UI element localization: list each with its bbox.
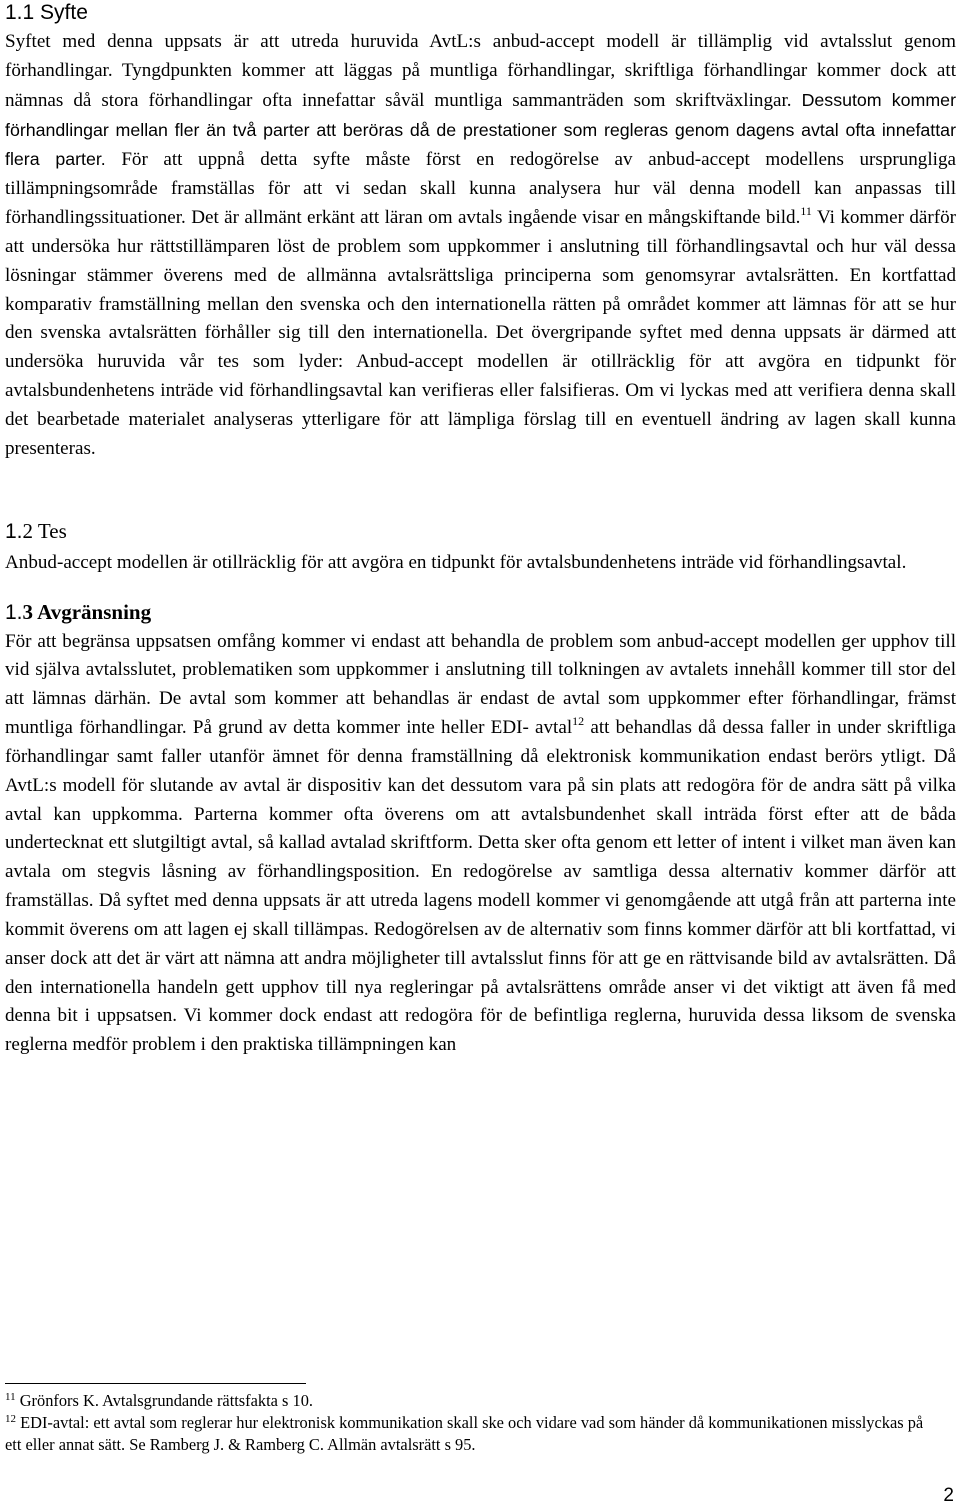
syfte-paragraph bbox=[5, 28, 956, 464]
syfte-text-1: Syftet med denna uppsats är att utreda huruvida AvtL:s anbud-accept modell är tillämplig vid avtalsslut genom förhandlingar. Tyngdpunkten kommer att läggas på muntliga förhandlingar, skriftliga förhandlingar kommer dock att nämnas då stora förhandlingar ofta innefattar såväl muntliga sammanträden som skriftväxlingar. bbox=[5, 31, 956, 111]
footnote-separator bbox=[5, 1383, 306, 1384]
footnotes bbox=[5, 1390, 935, 1456]
footnote-text-11: Grönfors K. Avtalsgrundande rättsfakta s 10. bbox=[19, 1391, 313, 1410]
page-number: 2 bbox=[943, 1485, 954, 1506]
footnote-number-12: 12 bbox=[5, 1413, 16, 1425]
footnote-number-11: 11 bbox=[5, 1391, 16, 1403]
footnote-ref-12[interactable]: 12 bbox=[572, 714, 585, 729]
section-heading-syfte: 1.1 Syfte bbox=[5, 1, 88, 24]
footnote-11 bbox=[5, 1390, 935, 1412]
tes-heading-num: 1. bbox=[5, 519, 23, 543]
section-heading-avgransning bbox=[5, 599, 956, 626]
footnote-12 bbox=[5, 1412, 935, 1456]
syfte-text-3: Vi kommer därför att undersöka hur rättstillämparen löst de problem som uppkommer i anslutning till förhandlingsavtal och hur väl dessa lösningar stämmer överens med de allmänna avtalsrättsliga principerna som genomsyrar avtalsrätten. En kortfattad komparativ framställning mellan den svenska och den internationella rätten på området kommer att lämnas för att se hur den svenska avtalsrätten förhåller sig till den internationella. Det övergripande syftet med denna uppsats är därmed att undersöka huruvida vår tes som lyder: Anbud-accept modellen är otillräcklig för att avgöra en tidpunkt för avtalsbundenhetens inträde vid förhandlingsavtal kan verifieras eller falsifieras. Om vi lyckas med att verifiera denna skall det bearbetade materialet analyseras ytterligare för att lämpliga förslag till en eventuell ändring av lagen skall kunna presenteras. bbox=[5, 207, 956, 459]
avgransning-text-1: För att begränsa uppsatsen omfång kommer vi endast att behandla de problem som anbud-accept modellen ger upphov till vid själva avtalsslutet, problematiken som uppkommer i anslutning till tolkningen av avtalets innehåll kommer till stor del att lämnas därhän. De avtal som kommer att behandlas är endast de avtal som uppkommer efter förhandlingar, främst muntliga förhandlingar. På grund av detta kommer inte heller EDI- avtal bbox=[5, 630, 956, 739]
document-page bbox=[5, 0, 956, 1060]
section-heading-tes bbox=[5, 518, 956, 545]
avgransning-heading-rest: 3 Avgränsning bbox=[22, 599, 152, 624]
tes-text: Anbud-accept modellen är otillräcklig för att avgöra en tidpunkt för avtalsbundenhetens inträde vid förhandlingsavtal. bbox=[5, 551, 907, 573]
footnote-ref-11[interactable]: 11 bbox=[800, 204, 812, 219]
tes-paragraph bbox=[5, 549, 956, 578]
footnote-text-12: EDI-avtal: ett avtal som reglerar hur elektronisk kommunikation skall ske och vidare vad som händer då kommunikationen misslyckas på ett eller annat sätt. Se Ramberg J. & Ramberg C. Allmän avtalsrätt s 95. bbox=[5, 1413, 924, 1454]
avgransning-text-2: att behandlas då dessa faller in under skriftliga förhandlingar samt faller utanför ämnet för denna framställning då elektronisk kommunikation endast berörs ytligt. Då AvtL:s modell för slutande av avtal är dispositiv kan det dessutom vara på sin plats att redogöra för de andra sätt på vilka avtal kan uppkomma. Parterna kommer ofta överens om att avtalsbundenhet skall inträda först efter att de båda undertecknat ett slutgiltigt avtal, så kallad avtalad skriftform. Detta sker ofta genom ett letter of intent i vilket man även kan avtala om stegvis låsning av förhandlingsposition. En redogörelse av samtliga dessa alternativ kommer därför att framställas. Då syftet med denna uppsats är att utreda lagens modell kommer vi genomgående att utgå från att parterna inte kommit överens om att lagen ej skall tillämpas. Redogörelsen av de alternativ som finns kommer därför att bli kortfattad, vi anser dock att det är värt att nämna att andra möjligheter till avtalsslut finns för att ge en rättvisande bild av avtalsrätten. Då den internationella handeln gett upphov till nya regleringar på avtalsrättens område anser vi det viktigt att även få med denna bit i uppsatsen. Vi kommer dock endast att redogöra för de befintliga reglerna, huruvida dessa liksom de svenska reglerna medför problem i den praktiska tillämpningen kan bbox=[5, 717, 956, 1056]
syfte-text-2: För att uppnå detta syfte måste först en redogörelse av anbud-accept modellens ursprungliga tillämpningsområde framställas för att vi sedan skall kunna analysera hur väl denna modell kan anpassas till förhandlingssituationer. Det är allmänt erkänt att läran om avtals ingående visar en mångskiftande bild. bbox=[5, 149, 956, 229]
syfte-text-sans: Dessutom kommer förhandlingar mellan fler än två parter att beröras då de prestationer som regleras genom dagens avtal ofta innefattar flera parter. bbox=[5, 89, 956, 170]
avgransning-heading-num: 1. bbox=[5, 600, 23, 624]
tes-heading-rest: 2 Tes bbox=[22, 518, 67, 543]
avgransning-paragraph bbox=[5, 628, 956, 1061]
